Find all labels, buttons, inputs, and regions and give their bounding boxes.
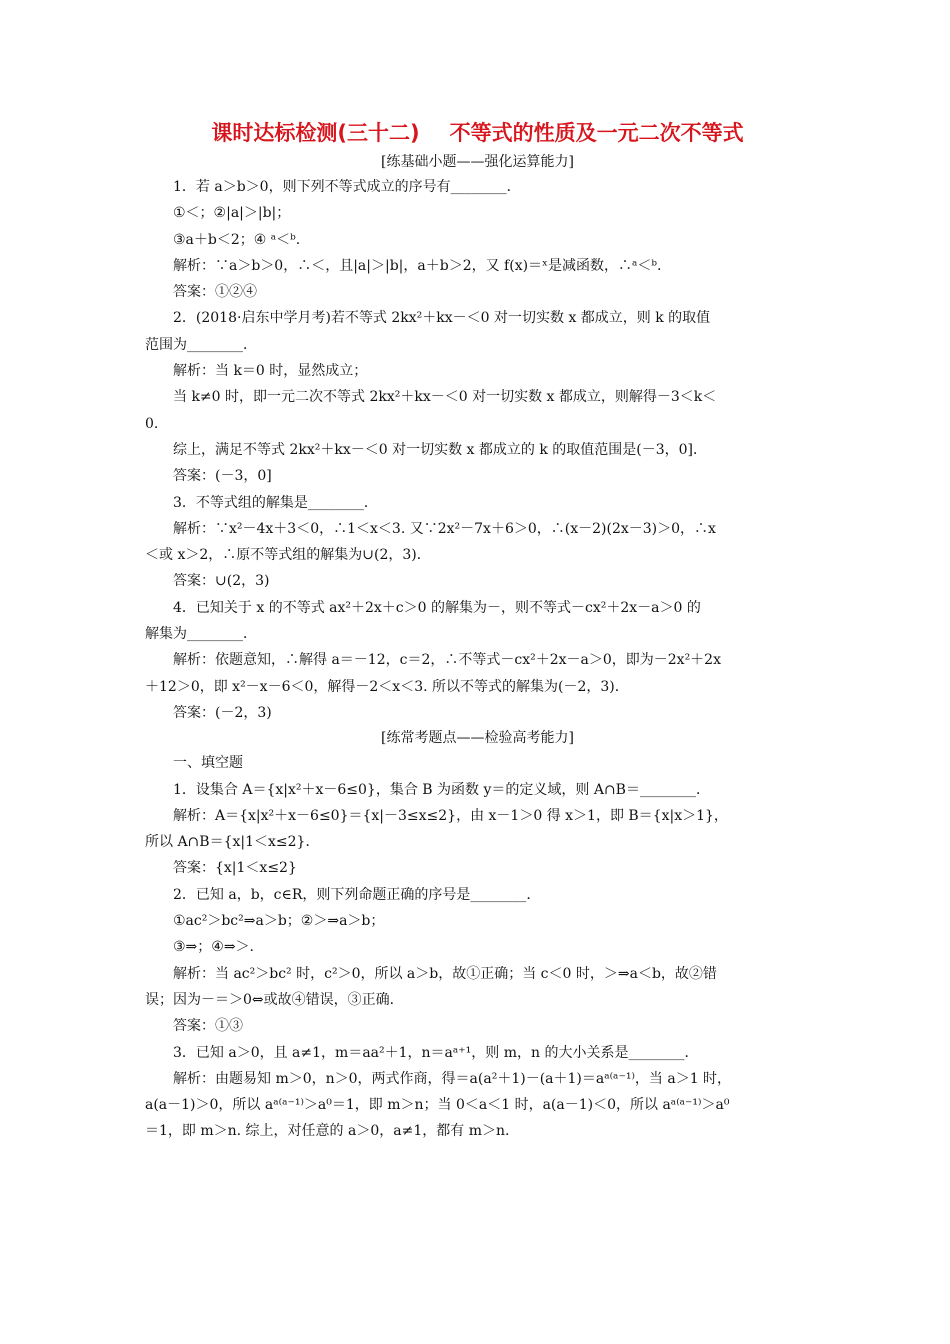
title-part2: 不等式的性质及一元二次不等式 [449, 121, 744, 145]
text-line: 解析：依题意知，∴解得 a＝－12，c＝2，∴不等式－cx²＋2x－a＞0，即为－2x²＋2x [173, 652, 721, 669]
text-line: 综上，满足不等式 2kx²＋kx－＜0 对一切实数 x 都成立的 k 的取值范围是(－3，0]． [173, 441, 708, 458]
text-line: 解析：当 ac²＞bc² 时，c²＞0，所以 a＞b，故①正确；当 c＜0 时，＞⇒a＜b，故②错 [173, 965, 717, 982]
text-line: 解析：由题易知 m＞0，n＞0，两式作商，得＝a(a²＋1)－(a＋1)＝aᵃ⁽ᵃ⁻¹⁾，当 a＞1 时， [173, 1070, 732, 1087]
exam-questions [145, 750, 810, 1144]
text-line: 范围为________． [145, 336, 257, 353]
document-page [145, 118, 810, 1145]
text-line: 2．(2018·启东中学月考)若不等式 2kx²＋kx－＜0 对一切实数 x 都成立，则 k 的取值 [173, 310, 711, 327]
section-heading-exam: [练常考题点——检验高考能力] [381, 730, 574, 747]
title-part1: 课时达标检测(三十二) [211, 121, 420, 145]
text-line: 答案：①②④ [173, 284, 257, 301]
text-line: 1．设集合 A＝{x|x²＋x－6≤0}，集合 B 为函数 y＝的定义域，则 A∩B＝________． [173, 781, 710, 798]
document-title [145, 118, 810, 148]
text-line: 误；因为－＝＞0⇔或故④错误，③正确． [145, 991, 404, 1008]
text-line: 2．已知 a，b，c∈R，则下列命题正确的序号是________． [173, 886, 541, 903]
text-line: 3．不等式组的解集是________． [173, 494, 378, 511]
text-line: ③⇒；④⇒＞. [173, 939, 255, 956]
text-line: ①＜；②|a|＞|b|； [173, 205, 291, 222]
text-line: 当 k≠0 时，即一元二次不等式 2kx²＋kx－＜0 对一切实数 x 都成立，则解得－3＜k＜ [173, 389, 717, 406]
text-line: 答案：∪(2，3) [173, 573, 270, 590]
text-line: 所以 A∩B＝{x|1＜x≤2}． [145, 834, 320, 851]
text-line: ＝1，即 m＞n. 综上，对任意的 a＞0，a≠1，都有 m＞n. [145, 1123, 510, 1140]
text-line: ＜或 x＞2，∴原不等式组的解集为∪(2，3)． [145, 547, 431, 564]
text-line: 答案：{x|1＜x≤2} [173, 860, 297, 877]
text-line: 解析：∵a＞b＞0，∴＜，且|a|＞|b|，a＋b＞2，又 f(x)＝ˣ是减函数，∴ᵃ＜ᵇ. [173, 257, 662, 274]
text-line: a(a－1)＞0，所以 aᵃ⁽ᵃ⁻¹⁾＞a⁰＝1，即 m＞n；当 0＜a＜1 时，a(a－1)＜0，所以 aᵃ⁽ᵃ⁻¹⁾＞a⁰ [145, 1097, 730, 1114]
text-line: 答案：(－3，0] [173, 468, 272, 485]
text-line: 4．已知关于 x 的不等式 ax²＋2x＋c＞0 的解集为－，则不等式－cx²＋2x－a＞0 的 [173, 599, 701, 616]
text-line: 解析：当 k＝0 时，显然成立； [173, 363, 368, 380]
text-line: ③a＋b＜2；④ ᵃ＜ᵇ. [173, 231, 301, 248]
text-line: 一、填空题 [173, 755, 243, 772]
text-line: 0. [145, 415, 159, 432]
text-line: 解析：A＝{x|x²＋x－6≤0}＝{x|－3≤x≤2}，由 x－1＞0 得 x＞1，即 B＝{x|x＞1}， [173, 807, 728, 824]
section-heading-basic: [练基础小题——强化运算能力] [381, 154, 574, 170]
text-line: 解集为________． [145, 626, 257, 643]
text-line: 解析：∵x²－4x＋3＜0，∴1＜x＜3. 又∵2x²－7x＋6＞0，∴(x－2)(2x－3)＞0，∴x [173, 520, 716, 537]
text-line: 3．已知 a＞0，且 a≠1，m＝aa²＋1，n＝aᵃ⁺¹，则 m，n 的大小关系是________． [173, 1044, 699, 1061]
text-line: ＋12＞0，即 x²－x－6＜0，解得－2＜x＜3. 所以不等式的解集为(－2，3)． [145, 678, 629, 695]
text-line: ①ac²＞bc²⇒a＞b；②＞⇒a＞b； [173, 913, 385, 930]
text-line: 1．若 a＞b＞0，则下列不等式成立的序号有________． [173, 179, 521, 195]
text-line: 答案：(－2，3) [173, 704, 272, 721]
basic-questions [145, 174, 810, 726]
text-line: 答案：①③ [173, 1018, 243, 1035]
